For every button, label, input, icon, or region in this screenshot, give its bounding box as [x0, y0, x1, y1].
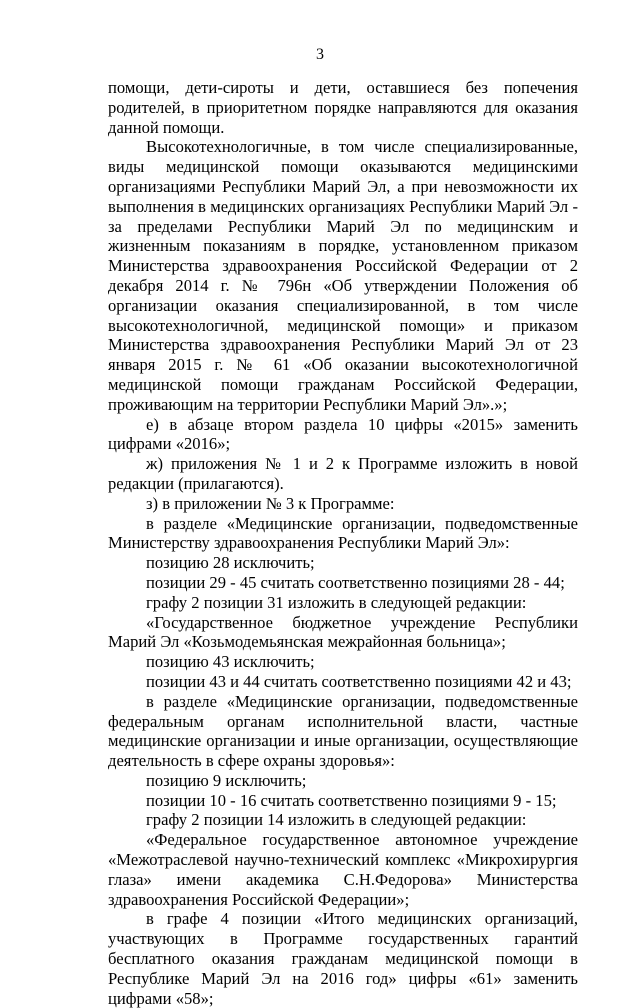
paragraph: е) в абзаце втором раздела 10 цифры «2015» заменить цифрами «2016»; — [108, 414, 578, 454]
paragraph: позиции 43 и 44 считать соответственно позициями 42 и 43; — [146, 671, 572, 691]
paragraph: «Федеральное государственное автономное учреждение «Межотраслевой научно-технический комплекс «Микрохирургия глаза» имени академика С.Н.Федорова» Министерства здравоохранения Российской Федерации»; — [108, 830, 578, 909]
paragraph: позицию 9 исключить; — [146, 770, 307, 790]
paragraph: позиции 10 - 16 считать соответственно позициями 9 - 15; — [146, 790, 557, 810]
paragraph: помощи, дети-сироты и дети, оставшиеся без попечения родителей, в приоритетном порядке направляются для оказания данной помощи. — [108, 78, 578, 137]
paragraph: позиции 29 - 45 считать соответственно позициями 28 - 44; — [146, 572, 565, 592]
paragraph: графу 2 позиции 31 изложить в следующей редакции: — [146, 592, 527, 612]
paragraph: ж) приложения № 1 и 2 к Программе изложить в новой редакции (прилагаются). — [108, 454, 578, 493]
paragraph: Высокотехнологичные, в том числе специализированные, виды медицинской помощи оказываются медицинскими организациями Республики Марий Эл, а при невозможности их выполнения в медицинских организациях Республики Марий Эл - за пределами Республики Марий Эл по медицинским и жизненным показаниям в порядке, установленном приказом Министерства здравоохранения Российской Федерации от 2 декабря 2014 г. № 796н «Об утверждении Положения об организации оказания специализированной, в том числе высокотехнологичной, медицинской помощи» и приказом Министерства здравоохранения Республики Марий Эл от 23 января 2015 г. № 61 «Об оказании высокотехнологичной медицинской помощи гражданам Российской Федерации, проживающим на территории Республики Марий Эл».»; — [108, 137, 578, 414]
paragraph: «Государственное бюджетное учреждение Республики Марий Эл «Козьмодемьянская межрайонная больница»; — [108, 612, 578, 652]
paragraph: в графе 4 позиции «Итого медицинских организаций, участвующих в Программе государственных гарантий бесплатного оказания гражданам медицинской помощи в Республике Марий Эл на 2016 год» цифры «61» заменить цифрами «58»; — [108, 909, 578, 1008]
paragraph: графу 2 позиции 14 изложить в следующей редакции: — [146, 810, 527, 830]
paragraph: в разделе «Медицинские организации, подведомственные Министерству здравоохранения Республики Марий Эл»: — [108, 513, 578, 553]
paragraph: позицию 43 исключить; — [146, 652, 315, 672]
paragraph: в разделе «Медицинские организации, подведомственные федеральным органам исполнительной власти, частные медицинские организации и иные организации, осуществляющие деятельность в сфере охраны здоровья»: — [108, 691, 578, 771]
paragraph: позицию 28 исключить; — [146, 553, 315, 573]
paragraph: з) в приложении № 3 к Программе: — [146, 493, 395, 513]
page-number: 3 — [316, 46, 324, 63]
document-body — [108, 78, 578, 1008]
